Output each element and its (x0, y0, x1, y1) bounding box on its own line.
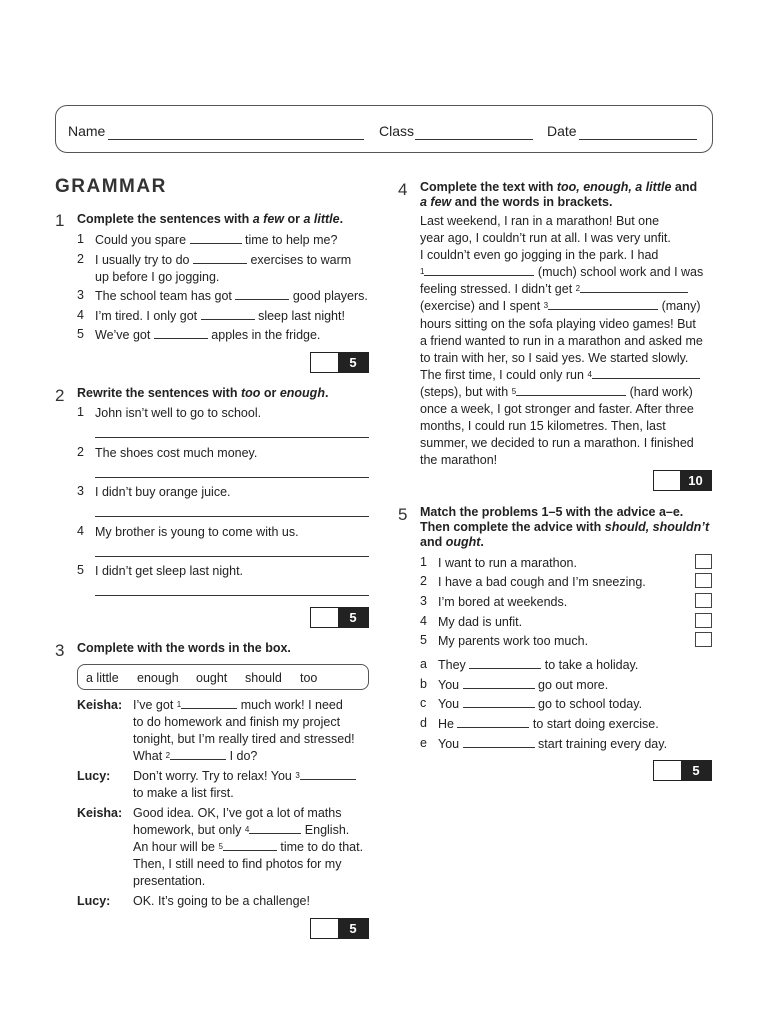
answer-blank[interactable] (424, 264, 534, 276)
answer-blank[interactable] (469, 657, 541, 669)
name-label: Name (68, 123, 106, 139)
max-score: 10 (680, 471, 711, 490)
answer-line[interactable] (95, 516, 369, 517)
advice-letter: a (420, 657, 427, 671)
item-number: 5 (77, 327, 84, 341)
speaker-name: Keisha: (77, 698, 123, 712)
answer-blank[interactable] (463, 696, 535, 708)
exercise-1-item: Could you spare time to help me? (95, 233, 338, 247)
answer-blank[interactable] (201, 308, 255, 320)
exercise-3-instruction: Complete with the words in the box. (77, 641, 291, 655)
problem-item: I want to run a marathon. (438, 556, 577, 570)
exercise-2-instruction: Rewrite the sentences with too or enough. (77, 386, 329, 400)
student-info-box (55, 105, 713, 153)
answer-blank[interactable] (516, 384, 626, 396)
speaker-name: Lucy: (77, 894, 111, 908)
advice-letter: c (420, 696, 427, 710)
score-box[interactable] (310, 352, 369, 373)
answer-blank[interactable] (300, 768, 356, 780)
max-score: 5 (681, 761, 711, 780)
dialogue-turn: OK. It’s going to be a challenge! (133, 894, 310, 908)
advice-item: You start training every day. (438, 737, 668, 751)
match-answer-box[interactable] (695, 554, 712, 569)
word-option: a little (86, 671, 119, 685)
max-score: 5 (338, 353, 368, 372)
word-option: too (300, 671, 318, 685)
dialogue-turn: I’ve got $^1$ much work! I need to do homework and finish my project tonight, but I’m really tired and stressed! What $^2$ I do? (133, 698, 355, 764)
answer-blank[interactable] (463, 677, 535, 689)
word-option: enough (137, 671, 179, 685)
answer-blank[interactable] (548, 298, 658, 310)
class-field[interactable] (415, 139, 533, 140)
answer-line[interactable] (95, 477, 369, 478)
item-number: 1 (420, 555, 427, 569)
exercise-5-instruction: Match the problems 1–5 with the advice a–e. Then complete the advice with should, shouldn’t and ought. (420, 505, 710, 549)
exercise-3-number: 3 (55, 641, 65, 660)
match-answer-box[interactable] (695, 573, 712, 588)
advice-letter: e (420, 736, 427, 750)
answer-blank[interactable] (190, 232, 242, 244)
answer-blank[interactable] (181, 697, 237, 709)
item-number: 2 (77, 252, 84, 266)
advice-item: He to start doing exercise. (438, 717, 659, 731)
problem-item: I have a bad cough and I’m sneezing. (438, 575, 646, 589)
answer-line[interactable] (95, 437, 369, 438)
exercise-1-number: 1 (55, 211, 65, 230)
max-score: 5 (338, 608, 368, 627)
max-score: 5 (338, 919, 368, 938)
answer-blank[interactable] (223, 839, 277, 851)
answer-blank[interactable] (170, 748, 226, 760)
advice-letter: b (420, 677, 427, 691)
word-option: ought (196, 671, 228, 685)
match-answer-box[interactable] (695, 613, 712, 628)
name-field[interactable] (108, 139, 364, 140)
answer-blank[interactable] (235, 288, 289, 300)
advice-item: You go to school today. (438, 697, 643, 711)
exercise-1-item: The school team has got good players. (95, 289, 368, 303)
score-box[interactable] (653, 760, 712, 781)
problem-item: My parents work too much. (438, 634, 589, 648)
word-option: should (245, 671, 282, 685)
answer-line[interactable] (95, 595, 369, 596)
item-number: 4 (420, 614, 427, 628)
answer-blank[interactable] (249, 822, 301, 834)
answer-blank[interactable] (193, 252, 247, 264)
exercise-4-number: 4 (398, 180, 408, 199)
item-number: 5 (77, 563, 84, 577)
exercise-2-item: I didn’t get sleep last night. (95, 564, 244, 578)
word-box (77, 664, 369, 690)
exercise-1-instruction: Complete the sentences with a few or a little. (77, 212, 344, 226)
item-number: 3 (420, 594, 427, 608)
exercise-1-item-continued: up before I go jogging. (95, 270, 220, 284)
exercise-1-item: I usually try to do exercises to warm (95, 253, 352, 267)
answer-line[interactable] (95, 556, 369, 557)
dialogue-turn: Good idea. OK, I’ve got a lot of maths homework, but only $^4$ English. An hour will be $^5$ time to do that. Then, I still need to find photos for my presentation. (133, 806, 364, 889)
answer-blank[interactable] (592, 367, 700, 379)
item-number: 1 (77, 232, 84, 246)
answer-blank[interactable] (457, 716, 529, 728)
item-number: 1 (77, 405, 84, 419)
item-number: 3 (77, 288, 84, 302)
match-answer-box[interactable] (695, 593, 712, 608)
section-title: GRAMMAR (55, 176, 167, 197)
advice-item: You go out more. (438, 678, 609, 692)
exercise-2-item: My brother is young to come with us. (95, 525, 299, 539)
answer-blank[interactable] (154, 327, 208, 339)
speaker-name: Lucy: (77, 769, 111, 783)
exercise-1-item: We’ve got apples in the fridge. (95, 328, 321, 342)
date-field[interactable] (579, 139, 697, 140)
speaker-name: Keisha: (77, 806, 123, 820)
item-number: 4 (77, 524, 84, 538)
problem-item: My dad is unfit. (438, 615, 523, 629)
exercise-4-text: Last weekend, I ran in a marathon! But one year ago, I couldn’t run at all. I was very unfit. I couldn’t even go jogging in the park. I had $^1$ (much) school work and I was feeling stressed. I didn’t get $^2$ (exercise) and I spent $^3$ (many) hours sitting on the sofa playing video games! But a friend wanted to run in a marathon and asked me to train with her, so I said yes. We started slowly. The first time, I could only run $^4$ (steps), but with $^5$ (hard work) once a week, I got stronger and faster. After three months, I could run 15 kilometres. Then, last summer, we decided to run a marathon. I finished the marathon! (420, 214, 704, 468)
score-box[interactable] (310, 607, 369, 628)
answer-blank[interactable] (580, 281, 688, 293)
exercise-5-number: 5 (398, 505, 408, 524)
item-number: 2 (420, 574, 427, 588)
exercise-2-item: I didn’t buy orange juice. (95, 485, 231, 499)
exercise-2-item: John isn’t well to go to school. (95, 406, 262, 420)
exercise-4-instruction: Complete the text with too, enough, a little and a few and the words in brackets. (420, 180, 698, 209)
score-box[interactable] (653, 470, 712, 491)
score-box[interactable] (310, 918, 369, 939)
exercise-2-number: 2 (55, 386, 65, 405)
answer-blank[interactable] (463, 736, 535, 748)
date-label: Date (547, 123, 577, 139)
exercise-1-item: I’m tired. I only got sleep last night! (95, 309, 345, 323)
item-number: 2 (77, 445, 84, 459)
class-label: Class (379, 123, 415, 139)
match-answer-box[interactable] (695, 632, 712, 647)
item-number: 5 (420, 633, 427, 647)
item-number: 3 (77, 484, 84, 498)
advice-item: They to take a holiday. (438, 658, 639, 672)
advice-letter: d (420, 716, 427, 730)
problem-item: I’m bored at weekends. (438, 595, 568, 609)
exercise-2-item: The shoes cost much money. (95, 446, 258, 460)
item-number: 4 (77, 308, 84, 322)
dialogue-turn: Don’t worry. Try to relax! You $^3$ to make a list first. (133, 768, 356, 802)
